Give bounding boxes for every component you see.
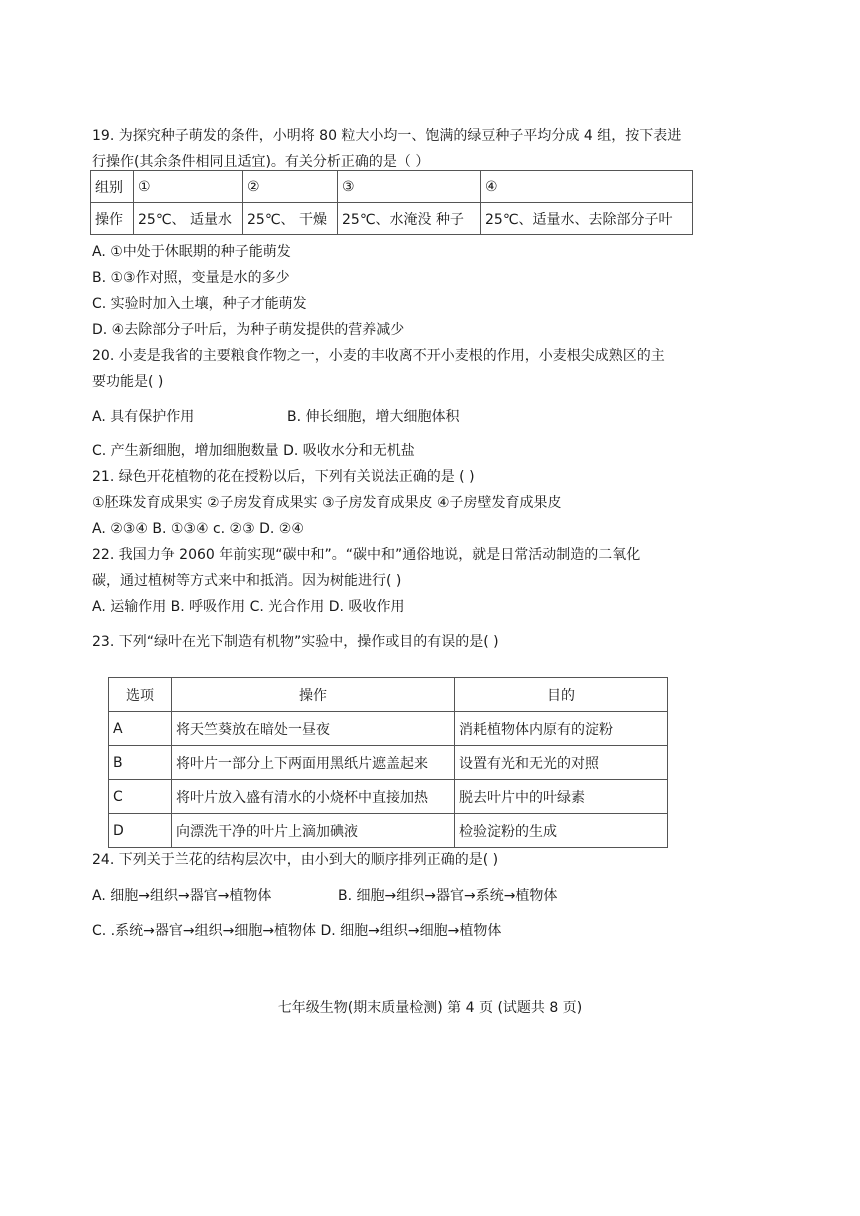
page-footer: 七年级生物(期末质量检测) 第 4 页 (试题共 8 页)	[277, 1000, 583, 1016]
table-cell: B	[109, 746, 172, 780]
table-cell: C	[109, 780, 172, 814]
table-header: 选项	[109, 678, 172, 712]
table-row	[109, 712, 668, 746]
q20-option-a: A. 具有保护作用	[92, 409, 195, 425]
table-cell: 设置有光和无光的对照	[455, 746, 668, 780]
q19-option-d: D. ④去除部分子叶后，为种子萌发提供的营养减少	[92, 322, 405, 338]
table-cell: ①	[134, 171, 243, 203]
table-cell: ③	[338, 171, 481, 203]
q21-options: A. ②③④ B. ①③④ c. ②③ D. ②④	[92, 521, 304, 537]
table-cell: 消耗植物体内原有的淀粉	[455, 712, 668, 746]
q19-option-c: C. 实验时加入土壤，种子才能萌发	[92, 296, 307, 312]
q19-table	[90, 170, 693, 235]
q20-stem-line2: 要功能是( )	[92, 374, 164, 390]
q23-stem: 23. 下列“绿叶在光下制造有机物”实验中，操作或目的有误的是( )	[92, 634, 499, 650]
q24-option-a: A. 细胞→组织→器官→植物体	[92, 888, 272, 904]
table-cell: 25℃、 干燥	[243, 203, 338, 235]
table-row	[109, 814, 668, 848]
table-cell: ②	[243, 171, 338, 203]
table-cell: 将叶片一部分上下两面用黑纸片遮盖起来	[172, 746, 455, 780]
q19-option-b: B. ①③作对照，变量是水的多少	[92, 270, 290, 286]
q21-statements: ①胚珠发育成果实 ②子房发育成果实 ③子房发育成果皮 ④子房壁发育成果皮	[92, 495, 562, 511]
q24-stem: 24. 下列关于兰花的结构层次中，由小到大的顺序排列正确的是( )	[92, 852, 499, 868]
table-cell: 检验淀粉的生成	[455, 814, 668, 848]
q21-stem: 21. 绿色开花植物的花在授粉以后，下列有关说法正确的是 ( )	[92, 469, 475, 485]
table-row	[109, 780, 668, 814]
q22-options: A. 运输作用 B. 呼吸作用 C. 光合作用 D. 吸收作用	[92, 599, 405, 615]
table-cell: ④	[481, 171, 693, 203]
table-cell: 组别	[91, 171, 134, 203]
table-header: 操作	[172, 678, 455, 712]
table-cell: 将天竺葵放在暗处一昼夜	[172, 712, 455, 746]
q24-options-cd: C. .系统→器官→组织→细胞→植物体 D. 细胞→组织→细胞→植物体	[92, 923, 502, 939]
table-cell: 操作	[91, 203, 134, 235]
q22-stem-line2: 碳，通过植树等方式来中和抵消。因为树能进行( )	[92, 573, 402, 589]
table-cell: 25℃、 适量水	[134, 203, 243, 235]
table-cell: 25℃、水淹没 种子	[338, 203, 481, 235]
table-cell: 向漂洗干净的叶片上滴加碘液	[172, 814, 455, 848]
q19-stem-line2: 行操作(其余条件相同且适宜)。有关分析正确的是（ ）	[92, 154, 430, 170]
table-cell: A	[109, 712, 172, 746]
q19-stem-line1: 19. 为探究种子萌发的条件，小明将 80 粒大小均一、饱满的绿豆种子平均分成 4 组，按下表进	[92, 128, 682, 144]
q20-option-b: B. 伸长细胞，增大细胞体积	[287, 409, 460, 425]
q20-stem-line1: 20. 小麦是我省的主要粮食作物之一，小麦的丰收离不开小麦根的作用，小麦根尖成熟区的主	[92, 348, 665, 364]
table-header: 目的	[455, 678, 668, 712]
table-row	[91, 203, 693, 235]
q24-option-b: B. 细胞→组织→器官→系统→植物体	[338, 888, 558, 904]
table-header-row	[109, 678, 668, 712]
table-cell: 脱去叶片中的叶绿素	[455, 780, 668, 814]
table-row	[91, 171, 693, 203]
q20-options-cd: C. 产生新细胞，增加细胞数量 D. 吸收水分和无机盐	[92, 443, 415, 459]
table-cell: D	[109, 814, 172, 848]
q22-stem-line1: 22. 我国力争 2060 年前实现“碳中和”。“碳中和”通俗地说，就是日常活动制造的二氧化	[92, 547, 641, 563]
q23-table	[108, 677, 668, 848]
table-row	[109, 746, 668, 780]
table-cell: 将叶片放入盛有清水的小烧杯中直接加热	[172, 780, 455, 814]
q19-option-a: A. ①中处于休眠期的种子能萌发	[92, 244, 291, 260]
table-cell: 25℃、适量水、去除部分子叶	[481, 203, 693, 235]
